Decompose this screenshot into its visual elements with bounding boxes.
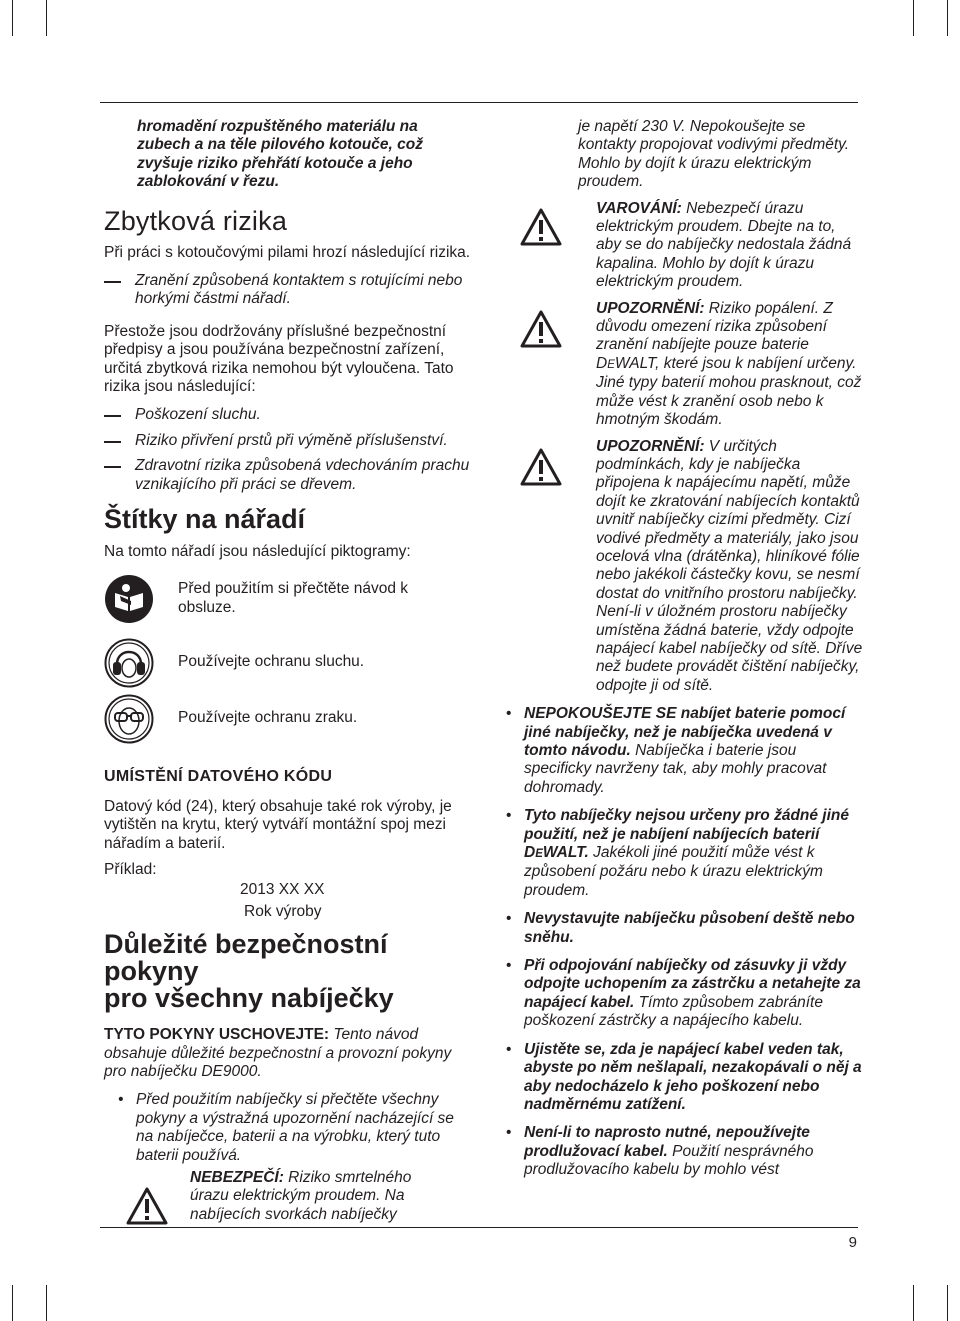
residual-risks-heading: Zbytková rizika [104,205,288,236]
caution-label: UPOZORNĚNÍ: [596,299,705,317]
bullet-text: Jakékoli jiné použití může vést k způsobení požáru nebo k úrazu elektrickým proudem. [524,844,823,899]
crop-mark [46,0,47,36]
datecode-example [104,861,474,921]
bullet-bold: NEPOKOUŠEJTE SE nabíjet baterie pomocí jiné nabíječky, než je nabíječka uvedená v tomto návodu. [524,705,846,759]
lead-paragraph: hromadění rozpuštěného materiálu na zubech a na těle pilového kotouče, což zvyšuje riziko přehřátí kotouče a jeho zablokování v řezu. [137,118,423,191]
risk-item: Zdravotní rizika způsobená vdechováním prachu vznikajícího při práci se dřevem. [104,457,474,494]
risk-item: Zranění způsobená kontaktem s rotujícími nebo horkými částmi nářadí. [104,272,474,309]
bullet-text: Tímto způsobem zabráníte poškození zástrčky a napájecího kabelu. [524,993,823,1030]
crop-mark [947,1285,948,1321]
example-label: Příklad: [104,861,157,879]
caution-block [500,300,864,430]
crop-mark [12,0,13,36]
warning-block [500,200,864,292]
crop-mark [913,1285,914,1321]
bullet-bold: Při odpojování nabíječky od zásuvky ji vždy odpojte uchopením za zástrčku a netahejte za napájecí kabel. [524,957,861,1011]
caution-text [596,438,864,696]
pictogram-text: Používejte ochranu zraku. [178,709,358,727]
caution-block [500,438,864,696]
labels-intro: Na tomto nářadí jsou následující piktogramy: [104,543,411,561]
bullet-bold: Není-li to naprosto nutné, nepoužívejte prodlužovací kabel. [524,1124,810,1160]
risk-item: Poškození sluchu. [104,406,474,424]
safety-bullet: • Před použitím nabíječky si přečtěte všechny pokyny a výstražná upozornění nacházející se na nabíječce, baterii a na výrobku, který tuto baterii používá. [104,1091,474,1165]
bullet-text: Nabíječka i baterie jsou specificky navrženy tak, aby mohly pracovat dohromady. [524,742,827,796]
tool-labels-heading: Štítky na nářadí [104,504,306,535]
caution-label: UPOZORNĚNÍ: [596,437,705,455]
warning-body: Nebezpečí úrazu elektrickým proudem. Dbejte na to, aby se do nabíječky nedostala žádná kapalina. Mohlo by dojít k úrazu elektrickým proudem. [596,199,852,291]
bullet-bold: Nevystavujte nabíječku působení deště nebo sněhu. [524,910,855,946]
datecode-heading: UMÍSTĚNÍ DATOVÉHO KÓDU [104,767,333,785]
crop-mark [12,1285,13,1321]
brand-letter: E [535,848,543,861]
right-column [500,118,864,1190]
example-value: 2013 XX XX [240,881,325,899]
charger-bullet [500,1124,864,1179]
pictogram-row [104,574,474,624]
bullet-bold: WALT. [542,844,589,862]
charger-bullet [500,957,864,1031]
warning-triangle-icon [520,448,562,486]
charger-bullet [500,705,864,797]
danger-warning [104,1169,474,1225]
caution-body: Riziko popálení. Z důvodu omezení rizika způsobení zranění nabíjejte pouze baterie D [596,299,833,372]
caution-text [596,300,864,430]
safety-heading [104,931,474,1012]
crop-mark [46,1285,47,1321]
pictogram-row [104,638,474,688]
pictogram-text: Používejte ochranu sluchu. [178,653,365,671]
datecode-paragraph: Datový kód (24), který obsahuje také rok výroby, je vytištěn na krytu, který vytváří montážní spoj mezi nářadím a baterií. [104,797,452,852]
example-caption: Rok výroby [244,903,322,921]
pictogram-text: Před použitím si přečtěte návod k obsluze. [178,580,409,616]
crop-mark [913,0,914,36]
warning-triangle-icon [520,310,562,348]
safety-heading-line1: Důležité bezpečnostní pokyny [104,929,388,987]
bullet-bold: Tyto nabíječky nejsou určeny pro žádné jiné použití, než je nabíjení nabíjecích baterií D [524,807,850,862]
ear-protection-icon [104,638,154,688]
charger-bullet [500,910,864,947]
risk-item: Riziko přivření prstů při výměně příslušenství. [104,432,474,450]
header-rule [100,102,858,103]
keep-instructions [104,1026,474,1081]
residual-paragraph: Přestože jsou dodržovány příslušné bezpečnostní předpisy a jsou používána bezpečnostní zařízení, určitá zbytková rizika nemohou být vyloučena. Tato rizika jsou následující: [104,322,454,396]
warning-label: VAROVÁNÍ: [596,199,682,217]
bullet-text: Použití nesprávného prodlužovacího kabelu by mohlo vést [524,1142,814,1179]
read-manual-icon [104,574,154,624]
bullet-bold: Ujistěte se, zda je napájecí kabel veden tak, abyste po něm nešlapali, nezakopávali o něj a aby nedocházelo k jeho poškození nebo nadměrnému zatížení. [524,1040,862,1113]
danger-body: Riziko smrtelného úrazu elektrickým proudem. Na nabíjecích svorkách nabíječky [190,1168,412,1223]
page-number: 9 [848,1234,857,1251]
pictogram-row [104,694,474,744]
keep-text: Tento návod obsahuje důležité bezpečnostní a provozní pokyny pro nabíječku DE9000. [104,1026,452,1080]
brand-letter: E [607,358,615,371]
charger-bullet [500,807,864,900]
safety-heading-line2: pro všechny nabíječky [104,983,394,1014]
danger-label: NEBEZPEČÍ: [190,1168,284,1186]
danger-text [190,1169,440,1225]
crop-mark [947,0,948,36]
keep-label: TYTO POKYNY USCHOVEJTE: [104,1026,330,1044]
continued-text: je napětí 230 V. Nepokoušejte se kontakty propojovat vodivými předměty. Mohlo by dojít k úrazu elektrickým proudem. [578,118,850,191]
eye-protection-icon [104,694,154,744]
warning-text [596,200,864,292]
left-column [104,118,474,1233]
charger-bullet [500,1041,864,1115]
warning-triangle-icon [126,1187,168,1225]
warning-triangle-icon [520,208,562,246]
caution-body: V určitých podmínkách, kdy je nabíječka připojena k napájecímu napětí, může dojít ke zkratování nabíjecích kontaktů uvnitř nabíječky cizími předměty. Cizí vodivé předměty a materiály, jako jsou ocelová vlna (drátěnka), hliníkové fólie nebo jakékoli částečky kovu, se nesmí dostat do vnitřního prostoru nabíječky. Není-li v úložném prostoru nabíječky umístěna žádná baterie, vždy odpojte napájecí kabel nabíječky od sítě. Dříve než budete provádět čištění nabíječky, odpojte ji od sítě. [596,437,863,694]
caution-body-cont: WALT, které jsou k nabíjení určeny. Jiné typy baterií mohou prasknout, což může vést k zranění osob nebo k hmotným škodám. [596,354,862,429]
residual-intro: Při práci s kotoučovými pilami hrozí následující rizika. [104,243,471,261]
